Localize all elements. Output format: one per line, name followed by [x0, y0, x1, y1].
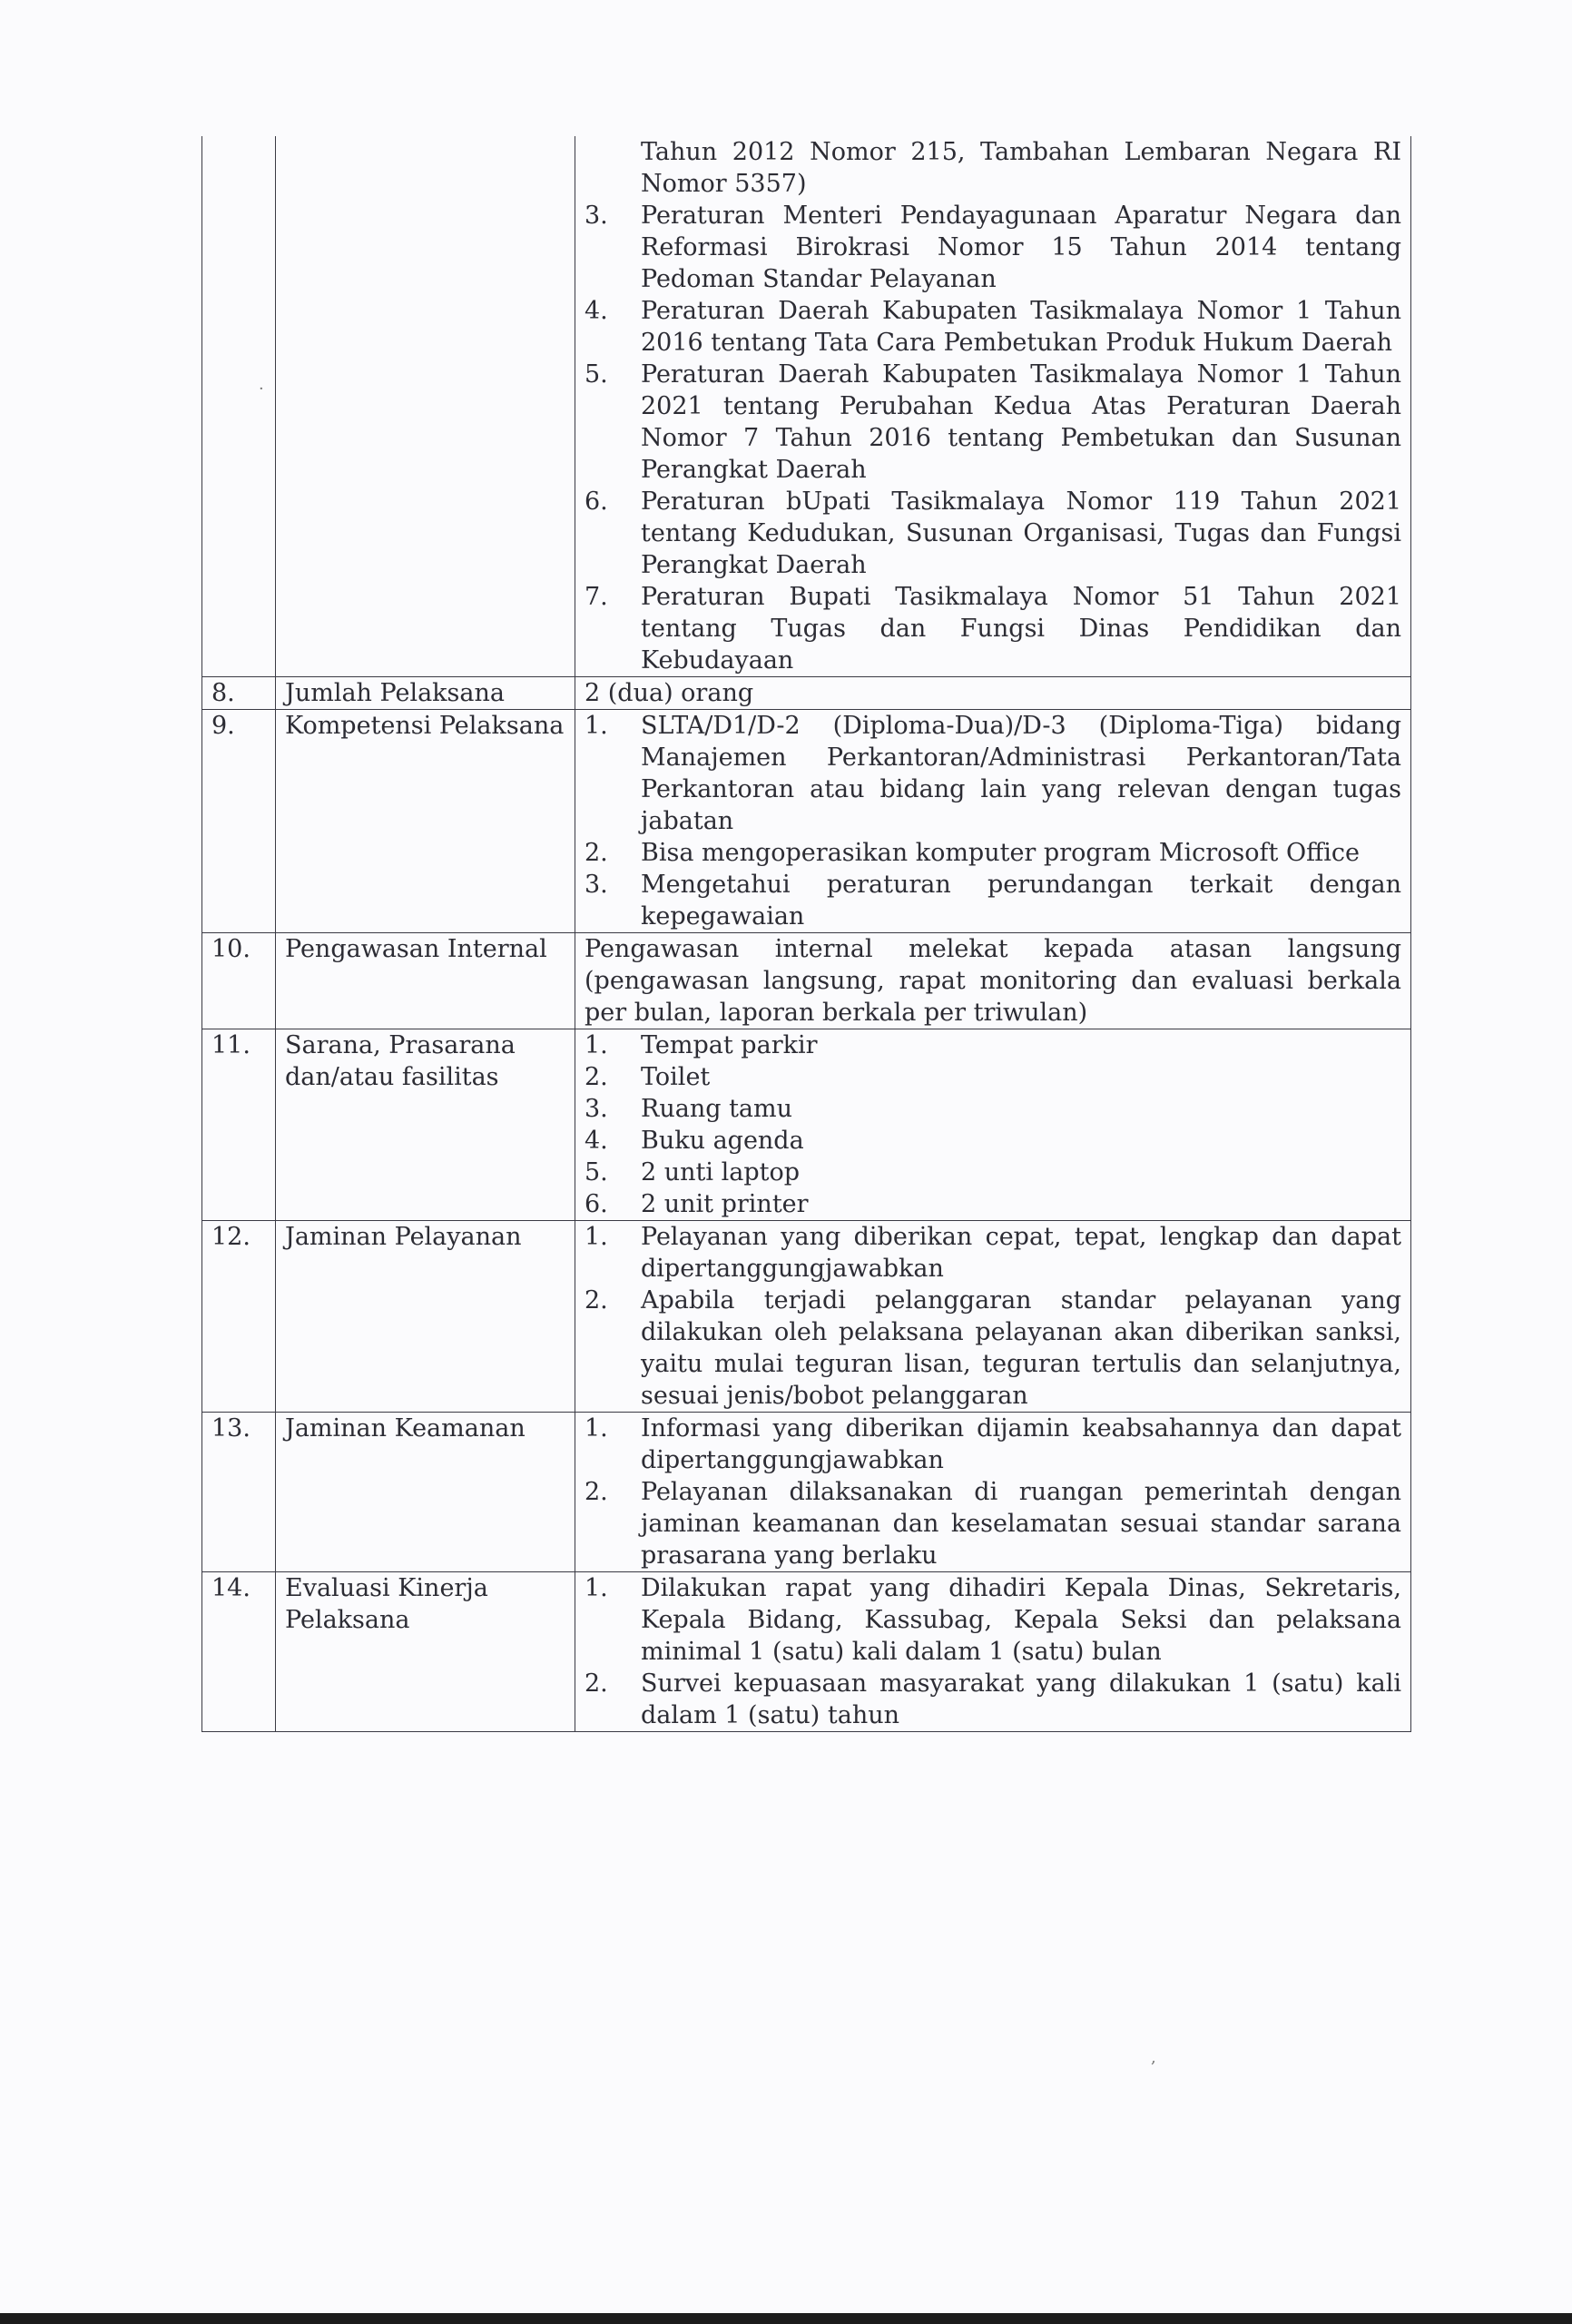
list-item — [585, 1061, 1401, 1093]
cell-label — [276, 136, 575, 677]
list-item — [585, 1029, 1401, 1061]
list-item-number: 6. — [585, 1190, 608, 1218]
list-item-number: 2. — [585, 1286, 608, 1315]
cell-number — [202, 136, 276, 677]
list-item-text: Mengetahui peraturan perundangan terkait dengan kepegawaian — [641, 871, 1401, 931]
table-row — [202, 1572, 1411, 1732]
list-item — [585, 486, 1401, 581]
list-item-text: Peraturan bUpati Tasikmalaya Nomor 119 Tahun 2021 tentang Kedudukan, Susunan Organisasi, Tugas dan Fungsi Perangkat Daerah — [641, 487, 1401, 579]
list-item-number: 2. — [585, 1478, 608, 1506]
scan-edge — [0, 2313, 1572, 2324]
list-item-number: 5. — [585, 360, 608, 389]
list-item — [585, 1285, 1401, 1412]
list-item — [585, 200, 1401, 295]
scan-mark-dot: · — [259, 379, 264, 399]
list-item-text: Peraturan Daerah Kabupaten Tasikmalaya Nomor 1 Tahun 2021 tentang Perubahan Kedua Atas Peraturan Daerah Nomor 7 Tahun 2016 tentang Pembetukan dan Susunan Perangkat Daerah — [641, 360, 1401, 484]
row-number: 10. — [202, 933, 276, 1029]
row-content — [575, 1413, 1411, 1572]
row-label: Pengawasan Internal — [276, 933, 575, 1029]
list-item-text: Pelayanan dilaksanakan di ruangan pemerintah dengan jaminan keamanan dan keselamatan sesuai standar sarana prasarana yang berlaku — [641, 1478, 1401, 1570]
list-item — [585, 1221, 1401, 1285]
list-item — [585, 581, 1401, 676]
list-item — [585, 359, 1401, 486]
list-item-number: 6. — [585, 487, 608, 516]
table-row — [202, 1221, 1411, 1413]
list-item — [585, 1125, 1401, 1157]
list-item-number: 1. — [585, 1223, 608, 1251]
row-label: Evaluasi Kinerja Pelaksana — [276, 1572, 575, 1732]
table-row — [202, 1029, 1411, 1221]
list-item-text: Pelayanan yang diberikan cepat, tepat, lengkap dan dapat dipertanggungjawabkan — [641, 1223, 1401, 1283]
legal-basis-list — [585, 200, 1401, 676]
row-number: 8. — [202, 677, 276, 710]
row-content — [575, 1221, 1411, 1413]
list-item-number: 2. — [585, 1669, 608, 1698]
row-label: Kompetensi Pelaksana — [276, 710, 575, 933]
row-number: 12. — [202, 1221, 276, 1413]
list-item-text: Survei kepuasaan masyarakat yang dilakukan 1 (satu) kali dalam 1 (satu) tahun — [641, 1669, 1401, 1729]
row-label: Jumlah Pelaksana — [276, 677, 575, 710]
list-item-number: 3. — [585, 871, 608, 899]
row-list — [585, 1221, 1401, 1412]
continued-item-text: Tahun 2012 Nomor 215, Tambahan Lembaran Negara RI Nomor 5357) — [641, 138, 1401, 198]
row-label: Jaminan Pelayanan — [276, 1221, 575, 1413]
list-item-number: 1. — [585, 712, 608, 740]
list-item-text: 2 unit printer — [641, 1190, 809, 1218]
list-item — [585, 710, 1401, 837]
list-item-number: 1. — [585, 1574, 608, 1602]
list-item — [585, 1572, 1401, 1668]
list-item-number: 2. — [585, 839, 608, 867]
cell-content — [575, 136, 1411, 677]
list-item-text: 2 unti laptop — [641, 1158, 801, 1187]
row-list — [585, 1029, 1401, 1220]
row-paragraph: Pengawasan internal melekat kepada atasan langsung (pengawasan langsung, rapat monitoring dan evaluasi berkala per bulan, laporan berkala per triwulan) — [585, 935, 1401, 1027]
list-item-text: Dilakukan rapat yang dihadiri Kepala Dinas, Sekretaris, Kepala Bidang, Kassubag, Kepala Seksi dan pelaksana minimal 1 (satu) kali dalam 1 (satu) bulan — [641, 1574, 1401, 1666]
list-item-text: Informasi yang diberikan dijamin keabsahannya dan dapat dipertanggungjawabkan — [641, 1414, 1401, 1474]
row-paragraph: 2 (dua) orang — [585, 679, 754, 707]
service-standard-table — [201, 136, 1411, 1732]
row-content — [575, 677, 1411, 710]
list-item-text: Tempat parkir — [641, 1031, 818, 1059]
row-label: Sarana, Prasarana dan/atau fasilitas — [276, 1029, 575, 1221]
list-item-number: 7. — [585, 583, 608, 611]
table-row — [202, 677, 1411, 710]
row-content — [575, 710, 1411, 933]
list-item-number: 1. — [585, 1031, 608, 1059]
list-item-text: Peraturan Bupati Tasikmalaya Nomor 51 Tahun 2021 tentang Tugas dan Fungsi Dinas Pendidikan dan Kebudayaan — [641, 583, 1401, 675]
list-item-number: 1. — [585, 1414, 608, 1443]
list-item-number: 3. — [585, 202, 608, 230]
list-item-text: Ruang tamu — [641, 1095, 793, 1123]
list-item — [585, 869, 1401, 932]
list-item-text: Peraturan Menteri Pendayagunaan Aparatur Negara dan Reformasi Birokrasi Nomor 15 Tahun 2014 tentang Pedoman Standar Pelayanan — [641, 202, 1401, 293]
list-item-text: Apabila terjadi pelanggaran standar pelayanan yang dilakukan oleh pelaksana pelayanan akan diberikan sanksi, yaitu mulai teguran lisan, teguran tertulis dan selanjutnya, sesuai jenis/bobot pelanggaran — [641, 1286, 1401, 1410]
list-item-number: 4. — [585, 297, 608, 325]
list-item-text: SLTA/D1/D-2 (Diploma-Dua)/D-3 (Diploma-Tiga) bidang Manajemen Perkantoran/Administrasi Perkantoran/Tata Perkantoran atau bidang lain yang relevan dengan tugas jabatan — [641, 712, 1401, 835]
list-item-number: 4. — [585, 1127, 608, 1155]
list-item — [585, 1668, 1401, 1731]
row-content — [575, 933, 1411, 1029]
list-item — [585, 1093, 1401, 1125]
row-content — [575, 1029, 1411, 1221]
list-item-number: 2. — [585, 1063, 608, 1091]
row-list — [585, 1572, 1401, 1731]
list-item-text: Buku agenda — [641, 1127, 804, 1155]
list-item-text: Bisa mengoperasikan komputer program Microsoft Office — [641, 839, 1360, 867]
list-item-number: 3. — [585, 1095, 608, 1123]
list-item-number: 5. — [585, 1158, 608, 1187]
row-number: 9. — [202, 710, 276, 933]
list-item-text: Peraturan Daerah Kabupaten Tasikmalaya Nomor 1 Tahun 2016 tentang Tata Cara Pembetukan Produk Hukum Daerah — [641, 297, 1401, 357]
list-item — [585, 295, 1401, 359]
row-list — [585, 710, 1401, 932]
table-row — [202, 933, 1411, 1029]
row-number: 13. — [202, 1413, 276, 1572]
list-item — [585, 1476, 1401, 1571]
row-number: 14. — [202, 1572, 276, 1732]
table-row — [202, 710, 1411, 933]
scan-mark-comma: , — [1151, 2048, 1156, 2067]
table-row — [202, 1413, 1411, 1572]
list-item — [585, 1413, 1401, 1476]
list-item — [585, 1157, 1401, 1188]
list-item-text: Toilet — [641, 1063, 711, 1091]
row-number: 11. — [202, 1029, 276, 1221]
list-item — [585, 837, 1401, 869]
list-item — [585, 1188, 1401, 1220]
row-content — [575, 1572, 1411, 1732]
row-label: Jaminan Keamanan — [276, 1413, 575, 1572]
continuation-row — [202, 136, 1411, 677]
row-list — [585, 1413, 1401, 1571]
